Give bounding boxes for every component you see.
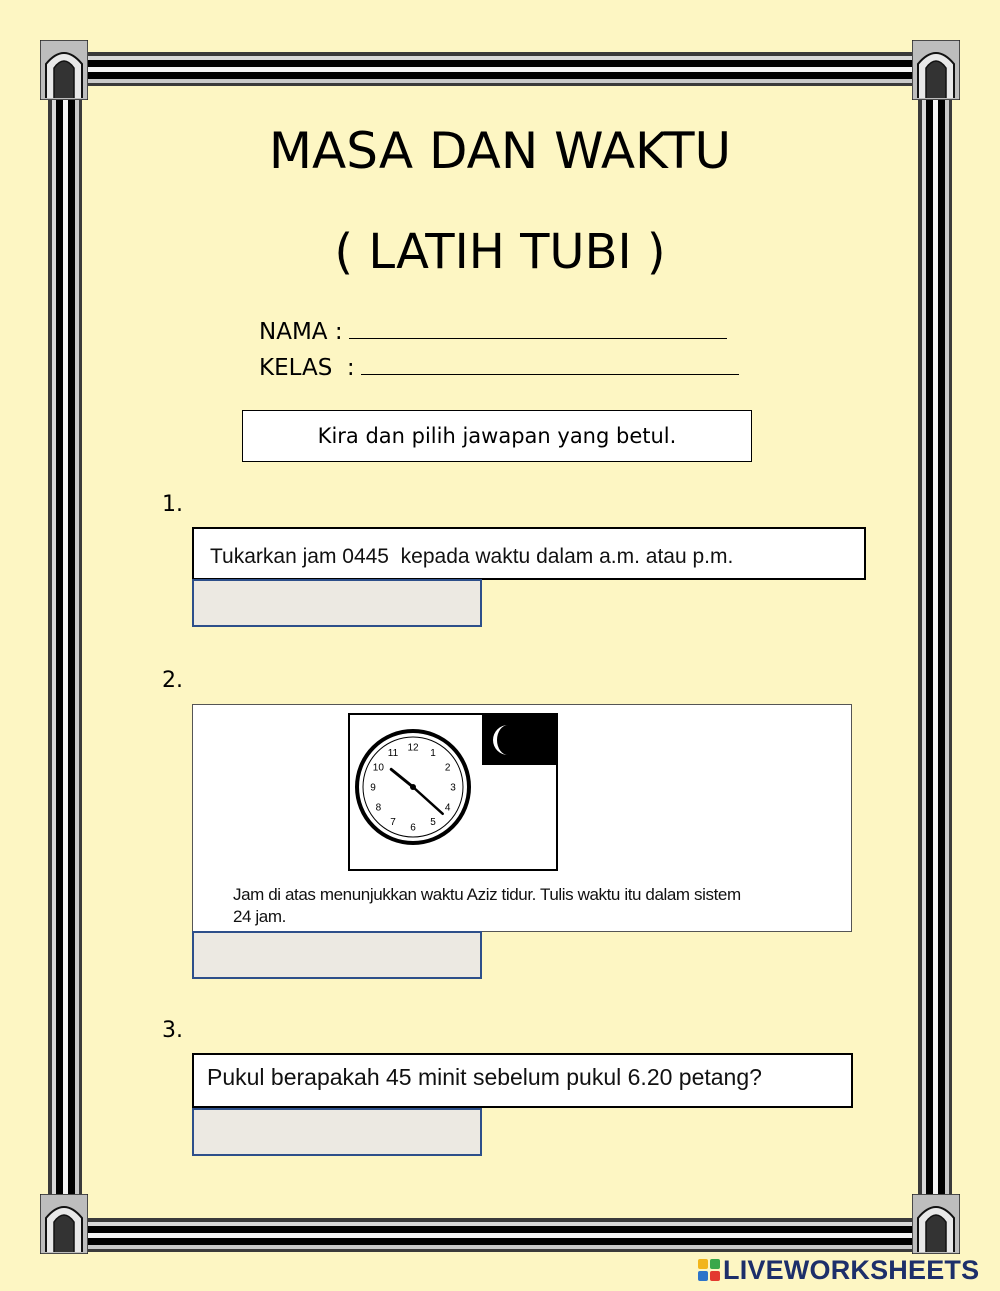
class-underline [361, 354, 739, 375]
instruction-box: Kira dan pilih jawapan yang betul. [242, 410, 752, 462]
question-2-answer-input[interactable] [192, 931, 482, 979]
question-3-answer-input[interactable] [192, 1108, 482, 1156]
clock-numeral: 2 [444, 762, 451, 774]
name-field [259, 318, 727, 345]
frame-corner-top-left-icon [40, 40, 88, 100]
clock-numeral: 8 [375, 802, 382, 814]
name-underline [349, 318, 727, 339]
question-1-number: 1. [162, 492, 183, 517]
clock-numeral: 11 [387, 747, 399, 759]
clock-numeral: 4 [444, 802, 451, 814]
liveworksheets-wordmark: LIVEWORKSHEETS [723, 1254, 980, 1285]
question-3-box [192, 1053, 853, 1108]
question-1-answer-input[interactable] [192, 579, 482, 627]
question-2-number: 2. [162, 668, 183, 693]
clock-numeral: 9 [370, 782, 376, 794]
class-field [259, 354, 739, 381]
liveworksheets-logo [698, 1254, 979, 1286]
question-3-number: 3. [162, 1018, 183, 1043]
clock-numeral: 3 [450, 782, 456, 794]
question-2-text-line-1: Jam di atas menunjukkan waktu Aziz tidur. Tulis waktu itu dalam sistem [233, 885, 741, 904]
question-2-text-line-2: 24 jam. [233, 907, 286, 926]
clock-numeral: 5 [430, 817, 436, 829]
question-1-text: Tukarkan jam 0445 kepada waktu dalam a.m. atau p.m. [210, 545, 734, 568]
clock-numeral: 7 [390, 817, 396, 829]
clock-numeral: 12 [407, 742, 419, 754]
name-label: NAMA : [259, 319, 343, 345]
page-subtitle: ( LATIH TUBI ) [334, 224, 666, 280]
frame-corner-top-right-icon [912, 40, 960, 100]
frame-corner-bottom-right-icon [912, 1194, 960, 1254]
question-2-box [192, 704, 852, 932]
page-title: MASA DAN WAKTU [268, 122, 732, 180]
clock-numeral: 1 [430, 747, 436, 759]
question-3-text: Pukul berapakah 45 minit sebelum pukul 6.20 petang? [207, 1064, 762, 1090]
clock-numeral: 10 [372, 762, 384, 774]
class-label: KELAS : [259, 355, 355, 381]
clock-image [348, 713, 558, 873]
question-1-box [192, 527, 866, 580]
frame-bottom-bar [80, 1218, 920, 1252]
frame-corner-bottom-left-icon [40, 1194, 88, 1254]
liveworksheets-logo-icon [698, 1259, 720, 1281]
clock-numeral: 6 [410, 822, 416, 834]
frame-top-bar [80, 52, 920, 86]
